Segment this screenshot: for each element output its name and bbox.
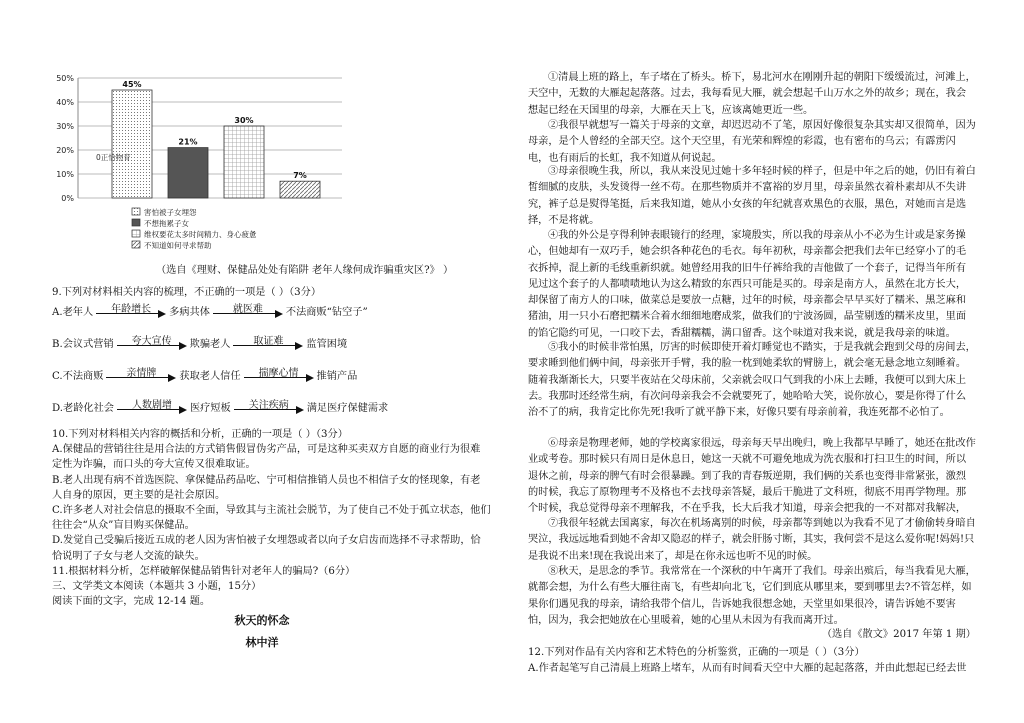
data-label: 21% <box>178 137 198 147</box>
q9a-part3: 不法商贩“钻空子” <box>285 307 368 318</box>
q9d-part1: D.老龄化社会 <box>52 403 114 414</box>
bar <box>224 126 264 198</box>
q9b-part3: 监管困境 <box>306 339 348 350</box>
paragraph-2: ②我很早就想写一篇关于母亲的文章，却迟迟动不了笔，原因好像很复杂其实却又很简单，因为母亲，是个人曾经的全部天空。这个天空里，有光荣和辉煌的彩霞，也有密布的乌云；有霹雳闪电，也有雨后的长虹，我不知道从何说起。 <box>528 120 976 164</box>
q9a-part1: A.老年人 <box>52 307 94 318</box>
q9-option-d[interactable] <box>52 398 388 414</box>
y-tick-label: 20% <box>56 146 74 155</box>
y-tick-label: 10% <box>56 170 74 179</box>
q10-line[interactable]: B.老人出现有病不首选医院、拿保健品药品吃、宁可相信推销人员也不相信子女的怪现象，有老 <box>52 474 481 486</box>
q9c-part3: 推销产品 <box>316 371 358 382</box>
bar <box>168 148 208 198</box>
q10-line[interactable]: 定性为诈骗，而口头的夸大宣传又很难取证。 <box>52 459 256 471</box>
q10-line[interactable]: 恰说明了子女与老人交流的缺失。 <box>52 550 205 562</box>
legend-swatch <box>132 241 140 248</box>
arrow <box>117 334 187 350</box>
y-tick-label: 30% <box>56 122 74 131</box>
data-label: 45% <box>122 80 142 89</box>
article-title: 秋天的怀念 <box>234 614 290 627</box>
q9d-part2: 医疗短板 <box>189 403 231 414</box>
bar <box>280 181 320 198</box>
arrow-label: 夸大宣传 <box>131 336 172 347</box>
data-label: 7% <box>293 171 307 181</box>
q9a-part2: 多病共体 <box>169 307 210 318</box>
q10-line[interactable]: D.发觉自己受骗后接近五成的老人因为害怕被子女埋怨或者以向子女启齿而选择不寻求帮助，恰 <box>52 535 481 547</box>
y-tick-label: 40% <box>56 98 74 107</box>
arrow-label: 关注疾病 <box>248 400 289 411</box>
data-label: 30% <box>234 116 254 125</box>
arrow-label: 亲情牌 <box>126 368 157 379</box>
q12-option-a[interactable]: A.作者起笔写自己清晨上班路上堵车，从而有时间看天空中大雁的起起落落，并由此想起已经去世 <box>528 663 967 674</box>
q9-option-b[interactable] <box>52 334 347 350</box>
arrow-label: 取证难 <box>253 336 284 347</box>
reading-instruction: 阅读下面的文字，完成 12-14 题。 <box>52 596 211 608</box>
paragraph-3: ③母亲很晚生我，所以，我从来没见过她十多年轻时候的样子，但是中年之后的她，仍旧有着白皙细腻的皮肤，头发烫得一丝不苟。在那些物质并不富裕的岁月里，母亲虽然衣着朴素却从不失讲究，裤子总是熨得笔挺，后来我知道，她从小女孩的年纪就喜欢黑色的衣服，黑色，对她而言是选择，不是将就。 <box>528 166 976 226</box>
arrow-label: 年龄增长 <box>111 304 152 315</box>
chart-annotation: 0正恰物育 <box>96 153 131 162</box>
legend-swatch <box>132 208 140 215</box>
legend-entry: 不知道如何寻求帮助 <box>144 241 212 250</box>
bar <box>112 90 152 198</box>
arrow <box>234 398 304 414</box>
legend-entry: 不想拖累子女 <box>144 219 189 228</box>
question-11: 11.根据材料分析，怎样破解保健品销售针对老年人的骗局?（6分） <box>52 565 356 577</box>
arrow-label: 人数剧增 <box>131 400 172 411</box>
q9d-part3: 满足医疗保健需求 <box>306 403 389 414</box>
q9b-part1: B.会议式营销 <box>52 339 114 350</box>
arrow-label: 揣摩心情 <box>258 368 299 379</box>
paragraph-1: ①清晨上班的路上，车子堵在了桥头。桥下，易北河水在刚刚升起的朝阳下缓缓流过，河滩上，天空中，无数的大雁起起落落。过去，我每看见大雁，就会想起千山万水之外的故乡；现在，我会想起已经在天国里的母亲，大雁在天上飞，应该离她更近一些。 <box>528 72 976 116</box>
q9b-part2: 欺骗老人 <box>189 339 231 350</box>
question-10: 10.下列对材料相关内容的概括和分析，正确的一项是（ ）（3分） <box>52 429 348 440</box>
q9-option-a[interactable] <box>52 302 368 318</box>
q10-line[interactable]: C.许多老人对社会信息的摄取不全面，导致其与主流社会脱节，为了使自己不处于孤立状态，他们 <box>52 505 491 516</box>
q9c-part1: C.不法商贩 <box>52 371 104 382</box>
article-author: 林中洋 <box>245 636 279 649</box>
arrow <box>96 302 166 318</box>
question-9: 9.下列对材料相关内容的梳理，不正确的一项是（ ）（3分） <box>52 287 322 298</box>
paragraph-5: ⑤我小的时候非常怕黑，厉害的时候即使开着灯睡觉也不踏实，于是我就会跑到父母的房间去，要求睡到他们俩中间，母亲张开手臂，我的脸一枕到她柔软的臂膀上，就会毫无悬念地立刻睡着。随着我渐渐长大，只要半夜站在父母床前，父亲就会叹口气到我的小床上去睡，我便可以到大床上去。我那时还经常生病，有次问母亲我会不会就要死了，她哈哈大笑，说你放心，要是你得了什么治不了的病，我肯定比你先死!我听了就平静下来，好像只要有母亲前着，我连死都不必怕了。 <box>528 342 976 419</box>
y-tick-label: 50% <box>56 74 74 83</box>
paragraph-4: ④我的外公是亨得利钟表眼镜行的经理，家境殷实，所以我的母亲从小不必为生计或是家务操心，但她却有一双巧手，她会织各种花色的毛衣。每年初秋，母亲都会把我们去年已经穿小了的毛衣拆掉，混上新的毛线重新织就。她曾经用我的旧牛仔裤给我的吉他做了一个套子，记得当年所有见过这个套子的人都啧啧地认为这么精致的东西只可能是买的。母亲是南方人，虽然在北方长大，却保留了南方人的口味，做菜总是要放一点糖，过年的时候，母亲都会早早买好了糯米、黑芝麻和猪油，用一只小石磨把糯米合着水细细地磨成浆，做我们的宁波汤圆，晶莹剔透的糯米皮里，里面的馅它隐约可见，一口咬下去，香甜糯糯，满口留香。这个味道对我来说，就是我母亲的味道。 <box>528 230 967 339</box>
q10-line[interactable]: 人自身的原因，更主要的是社会原因。 <box>52 489 226 501</box>
q9-option-c[interactable] <box>52 366 357 382</box>
question-12: 12.下列对作品有关内容和艺术特色的分析鉴赏，正确的一项是（ ）（3分） <box>528 647 865 658</box>
q10-line[interactable]: 往往会“从众”盲目购买保健品。 <box>52 520 195 532</box>
arrow <box>106 366 176 382</box>
legend-entry: 维权要花太多时间精力、身心疲惫 <box>144 230 257 239</box>
q9c-part2: 获取老人信任 <box>179 371 241 382</box>
section-heading: 三、文学类文本阅读（本题共 3 小题，15分） <box>52 581 262 592</box>
arrow <box>244 366 314 382</box>
paragraph-8: ⑧秋天，是思念的季节。我常常在一个深秋的中午离开了我们。母亲出殡后，每当我看见大雁，就都会想，为什么有些大雁往南飞，有些却向北飞，它们到底从哪里来，要到哪里去?不管怎样，如果你们遇见我的母亲，请给我带个信儿，告诉她我很想念她，天堂里如果很冷，请告诉她不要害怕，因为，我会把她放在心里暖着，她的心里从未因为有我而离开过。 <box>528 566 976 626</box>
legend-swatch <box>132 219 140 226</box>
paragraph-7: ⑦我很年轻就去国离家，每次在机场离别的时候，母亲都等到她以为我看不见了才偷偷转身暗自哭泣，我远远地看到她不舍却又隐忍的样子，就会肝肠寸断，其实，我何尝不是这么爱你呢!妈妈!只是我说不出来!现在我说出来了，却是在你永远也听不见的时候。 <box>528 518 976 562</box>
chart-source: （选自《理财、保健品处处有陷阱 老年人缘何成诈骗重灾区?》 ） <box>156 265 454 276</box>
paragraph-6: ⑥母亲是物理老师，她的学校离家很远，母亲每天早出晚归，晚上我都早早睡了，她还在批改作业或考卷。那时候只有周日是休息日，她这一天就不可避免地成为洗衣服和打扫卫生的时间，所以退休之前，母亲的脾气有时会很暴躁。到了我的青春叛逆期，我们俩的关系也变得非常紧张，激烈的时候，我忘了原物理考不及格也不去找母亲答疑，最后干脆进了文科班，彻底不用再学物理。那个时候，我总觉得母亲不理解我，不在乎我，长大后我才知道，母亲会把我的一不对都对我解决， <box>528 438 976 515</box>
q10-line[interactable]: A.保健品的营销往往是用合法的方式销售假冒伪劣产品，可是这种买卖双方自愿的商业行为很难 <box>52 444 481 456</box>
legend-entry: 害怕被子女埋怨 <box>144 208 197 217</box>
arrow <box>233 334 303 350</box>
arrow <box>213 302 283 318</box>
arrow-label: 就医难 <box>232 304 263 315</box>
y-tick-label: 0% <box>61 194 74 203</box>
article-source: （选自《散文》2017 年第 1 期） <box>821 629 976 640</box>
legend-swatch <box>132 230 140 237</box>
arrow <box>117 398 187 414</box>
